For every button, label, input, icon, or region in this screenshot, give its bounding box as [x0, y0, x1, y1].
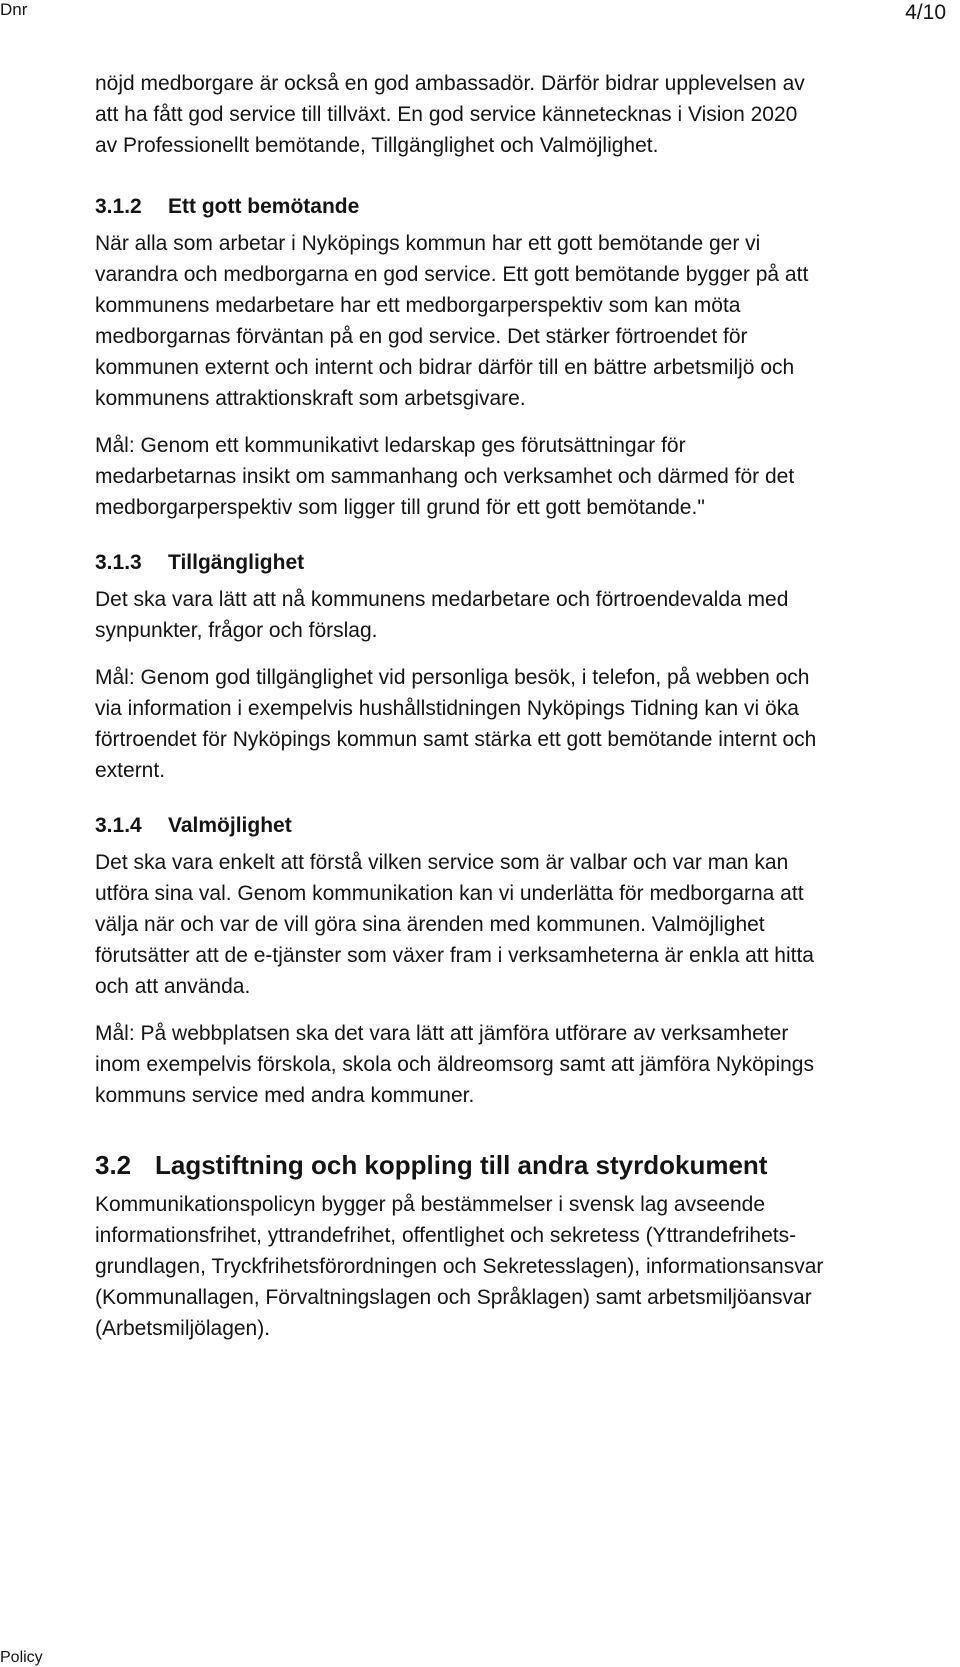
text-line: När alla som arbetar i Nyköpings kommun har ett gott bemötande ger vi [95, 232, 761, 255]
text-line: Det ska vara lätt att nå kommunens medarbetare och förtroendevalda med [95, 588, 789, 611]
text-line: externt. [95, 759, 166, 782]
section-title: Lagstiftning och koppling till andra styrdokument [155, 1150, 768, 1180]
text-line: Kommunikationspolicyn bygger på bestämmelser i svensk lag avseende [95, 1193, 766, 1216]
text-line: nöjd medborgare är också en god ambassadör. Därför bidrar upplevelsen av [95, 72, 805, 95]
paragraph [95, 847, 945, 1002]
intro-paragraph [95, 68, 945, 161]
paragraph [95, 584, 945, 646]
text-line: medarbetarnas insikt om sammanhang och verksamhet och därmed för det [95, 465, 795, 488]
section-heading-3-1-4 [95, 810, 945, 841]
text-line: kommunens medarbetare har ett medborgarperspektiv som kan möta [95, 294, 741, 317]
section-number: 3.1.3 [95, 551, 142, 574]
text-line: Mål: Genom god tillgänglighet vid personliga besök, i telefon, på webben och [95, 666, 810, 689]
section-number: 3.2 [95, 1150, 132, 1180]
text-line: och att använda. [95, 975, 251, 998]
text-line: synpunkter, frågor och förslag. [95, 619, 378, 642]
text-line: välja när och var de vill göra sina ärenden med kommunen. Valmöjlighet [95, 913, 765, 936]
text-line: utföra sina val. Genom kommunikation kan vi underlätta för medborgarna att [95, 882, 804, 905]
text-line: Mål: Genom ett kommunikativt ledarskap ges förutsättningar för [95, 434, 686, 457]
text-line: inom exempelvis förskola, skola och äldreomsorg samt att jämföra Nyköpings [95, 1053, 814, 1076]
text-line: Mål: På webbplatsen ska det vara lätt att jämföra utförare av verksamheter [95, 1022, 789, 1045]
text-line: grundlagen, Tryckfrihetsförordningen och Sekretesslagen), informationsansvar [95, 1255, 824, 1278]
text-line: (Kommunallagen, Förvaltningslagen och Språklagen) samt arbetsmiljöansvar [95, 1286, 812, 1309]
goal-paragraph [95, 662, 945, 786]
text-line: medborgarperspektiv som ligger till grund för ett gott bemötande." [95, 496, 705, 519]
text-line: (Arbetsmiljölagen). [95, 1317, 271, 1340]
section-heading-3-1-2 [95, 191, 945, 222]
section-number: 3.1.4 [95, 814, 142, 837]
document-body [95, 68, 945, 1344]
section-title: Ett gott bemötande [168, 195, 360, 218]
text-line: informationsfrihet, yttrandefrihet, offentlighet och sekretess (Yttrandefrihets- [95, 1224, 797, 1247]
section-number: 3.1.2 [95, 195, 142, 218]
page-number: 4/10 [905, 1, 946, 24]
goal-paragraph [95, 1018, 945, 1111]
text-line: via information i exempelvis hushållstidningen Nyköpings Tidning kan vi öka [95, 697, 799, 720]
text-line: kommunens attraktionskraft som arbetsgivare. [95, 387, 526, 410]
text-line: att ha fått god service till tillväxt. En god service kännetecknas i Vision 2020 [95, 103, 798, 126]
section-title: Tillgänglighet [168, 551, 305, 574]
text-line: varandra och medborgarna en god service. Ett gott bemötande bygger på att [95, 263, 809, 286]
text-line: kommuns service med andra kommuner. [95, 1084, 475, 1107]
section-heading-3-1-3 [95, 547, 945, 578]
paragraph [95, 228, 945, 414]
header-doc-number-label: Dnr [0, 0, 28, 19]
text-line: medborgarnas förväntan på en god service. Det stärker förtroendet för [95, 325, 748, 348]
text-line: av Professionellt bemötande, Tillgänglighet och Valmöjlighet. [95, 134, 659, 157]
text-line: kommunen externt och internt och bidrar därför till en bättre arbetsmiljö och [95, 356, 795, 379]
text-line: Det ska vara enkelt att förstå vilken service som är valbar och var man kan [95, 851, 789, 874]
section-heading-3-2 [95, 1147, 945, 1183]
goal-paragraph [95, 430, 945, 523]
text-line: förutsätter att de e-tjänster som växer fram i verksamheterna är enkla att hitta [95, 944, 814, 967]
footer-document-type: Policy [0, 1649, 43, 1666]
section-title: Valmöjlighet [168, 814, 292, 837]
text-line: förtroendet för Nyköpings kommun samt stärka ett gott bemötande internt och [95, 728, 817, 751]
paragraph [95, 1189, 945, 1344]
